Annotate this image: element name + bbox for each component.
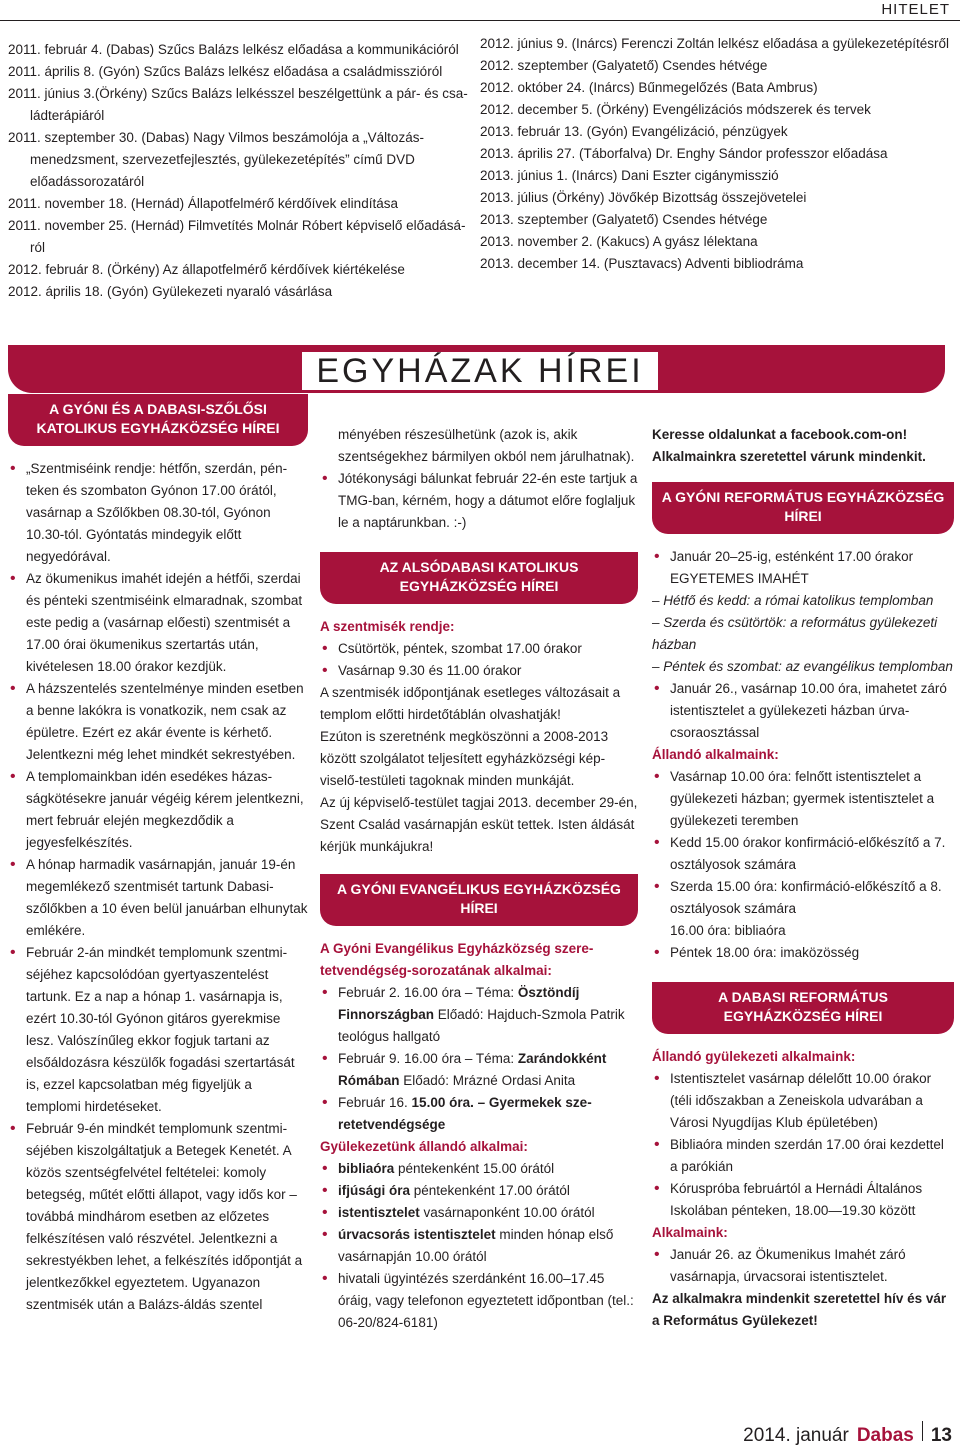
list-item: • A házszentelés szentelménye minden esetben a benne lakókra is vonatkozik, nem csak az épületre. Ezért ez akár évente is kérhető. Jelentkezni még lehet mindkét sekrestyében. (8, 678, 308, 766)
event-item: 2012. szeptember (Galyatető) Csendes hétvége (480, 58, 768, 73)
list-item: • A templomainkban idén esedékes házasságkötésekre január végéig kérem jelentkezni, mert február elején megkezdődik a jegyesfelkészítés. (8, 766, 308, 854)
dabas-subheading-2: Alkalmaink: (652, 1225, 728, 1240)
events-list-left (8, 39, 468, 303)
continuation-text: ményében részesülhetünk (azok is, akik szentségekhez bármilyen okból nem járulhatnak). (338, 427, 635, 464)
list-item: • Szerda 15.00 óra: konfirmáció-előkészítő a 8. osztályosok számára (652, 876, 954, 920)
reformed-column (652, 424, 954, 1332)
event-item: 2011. április 8. (Gyón) Szűcs Balázs lelkész előadása a családmisszióról (8, 64, 443, 79)
list-item: • Istentisztelet vasárnap délelőtt 10.00 órakor (téli időszakban a Zeneiskola udvarában a Városi Nyugdíjas Klub épületében) (652, 1068, 954, 1134)
list-item: • Február 9-én mindkét templomunk szentmiséjében kiszolgáltatjuk a Betegek Kenetét. A közös szentségfelvétel feltételei: komoly betegség, műtét előtti állapot, vagy idős kor – továbbá mindhárom esetben az előzetes felkészítésen való részvétel. Jelentkezni a sekrestyékben lehet, a felkészítés időpontját a jelentkezőkkel egyeztetem. Ugyanazon szentmisék után a Balázs-áldás szentel (8, 1118, 308, 1316)
alsodabas-subheading: A szentmisék rendje: (320, 619, 455, 634)
event-item: 2011. szeptember 30. (Dabas) Nagy Vilmos beszámolója a „Változásmenedzsment, szervezetfejlesztés, gyülekezetépítés” című DVD előadássorozatáról (8, 130, 424, 189)
page-number: 13 (930, 1425, 952, 1446)
event-item: 2011. június 3.(Örkény) Szűcs Balázs lelkésszel beszélgettünk a pár- és családterápiáról (8, 86, 468, 123)
facebook-note: Keresse oldalunkat a facebook.com-on! Alkalmainkra szeretettel várunk mindenkit. (652, 427, 926, 464)
list-item: • Bibliaóra minden szerdán 17.00 órai kezdettel a parókián (652, 1134, 954, 1178)
list-item: • Január 26., vasárnap 10.00 óra, imahetet záró istentisztelet a gyülekezeti házban úrvacsoraosztással (652, 678, 954, 744)
events-list-right (480, 33, 950, 275)
event-item: 2012. június 9. (Inárcs) Ferenczi Zoltán lelkész előadása a gyülekezetépítésről (480, 36, 949, 51)
evangelical-subheading: A Gyóni Evangélikus Egyházközség szeretetvendégség-sorozatának alkalmai: (320, 941, 594, 978)
event-item: 2013. június 1. (Inárcs) Dani Eszter cigánymisszió (480, 168, 779, 183)
paragraph: A szentmisék időpontjának esetleges változásait a templom előtti hirdetőtáblán olvashatják! (320, 685, 621, 722)
list-item: • Február 2-án mindkét templomunk szentmiséjéhez kapcsolódóan gyertyaszentelést tartunk. Ez a nap a hónap 1. vasárnapja is, ezért 10.30-tól Gyónon gitáros gyerekmise lesz. Valószínűleg ekkor fogjuk tartani az elsőáldozásra készülők fogadási szertartását is, ezzel kapcsolatban még figyeljük a templomi hirdetéseket. (8, 942, 308, 1118)
dabas-subheading: Állandó gyülekezeti alkalmaink: (652, 1049, 856, 1064)
bible-study-note: 16.00 óra: bibliaóra (670, 923, 786, 938)
list-item: • „Szentmiséink rendje: hétfőn, szerdán, pénteken és szombaton Gyónon 17.00 órától, vasárnap a Szőlőkben 08.30-tól, Gyónon 10.30-tól. Gyóntatás mindegyik előtt negyedórával. (8, 458, 308, 568)
reformed-subheading: Állandó alkalmaink: (652, 747, 779, 762)
publication-name: Dabas (856, 1425, 914, 1446)
page-footer (743, 1421, 952, 1448)
list-item: • Péntek 18.00 óra: imaközösség (652, 942, 954, 964)
catholic-header: A GYÓNI ÉS A DABASI-SZŐLŐSI KATOLIKUS EGYHÁZKÖZSÉG HÍREI (8, 394, 308, 446)
gyon-reformed-header: A GYÓNI REFORMÁTUS EGYHÁZKÖZSÉG HÍREI (652, 482, 954, 534)
paragraph: Az új képviselő-testület tagjai 2013. december 29-én, Szent Család vasárnapján esküt tettek. Isten áldását kérjük munkájukra! (320, 795, 638, 854)
closing-note: Az alkalmakra mindenkit szeretettel hív és vár a Református Gyülekezet! (652, 1291, 947, 1328)
list-item: • Január 26. az Ökumenikus Imahét záró vasárnapja, úrvacsorai istentisztelet. (652, 1244, 954, 1288)
middle-column (320, 424, 638, 1334)
list-item: • Csütörtök, péntek, szombat 17.00 órakor (320, 638, 638, 660)
list-item: • Kedd 15.00 órakor konfirmáció-előkészítő a 7. osztályosok számára (652, 832, 954, 876)
prayer-week-day: – Szerda és csütörtök: a református gyülekezeti házban (652, 615, 938, 652)
event-item: 2012. február 8. (Örkény) Az állapotfelmérő kérdőívek kiértékelése (8, 262, 405, 277)
event-item: 2011. november 25. (Hernád) Filmvetítés Molnár Róbert képviselő előadásáról (8, 218, 466, 255)
event-item: 2013. szeptember (Galyatető) Csendes hétvége (480, 212, 768, 227)
list-item: • A hónap harmadik vasárnapján, január 19-én megemlékező szentmisét tartunk Dabasi-szőlőkben a 10 éven belül januárban elhunytak emlékére. (8, 854, 308, 942)
list-item: • Február 9. 16.00 óra – Téma: Zarándokként Rómában Előadó: Mrázné Ordasi Anita (320, 1048, 638, 1092)
event-item: 2012. október 24. (Inárcs) Bűnmegelőzés (Bata Ambrus) (480, 80, 818, 95)
event-item: 2013. december 14. (Pusztavacs) Adventi bibliodráma (480, 256, 804, 271)
paragraph: Ezúton is szeretnénk megköszönni a 2008-2013 között szolgálatot teljesített egyházközségi képviselő-testületi tagoknak minden munkáját. (320, 729, 609, 788)
divider (922, 1421, 923, 1441)
issue-date: 2014. január (743, 1425, 849, 1446)
section-label: HITELET (881, 1, 950, 18)
list-item: • istentisztelet vasárnaponként 10.00 órától (320, 1202, 638, 1224)
list-item: • Február 16. 15.00 óra. – Gyermekek szeretetvendégsége (320, 1092, 638, 1136)
list-item: • Kóruspróba februártól a Hernádi Általános Iskolában pénteken, 18.00—19.30 között (652, 1178, 954, 1222)
list-item: • Jótékonysági bálunkat február 22-én este tartjuk a TMG-ban, kérném, hogy a dátumot előre foglaljuk le a naptárunkban. :-) (320, 468, 638, 534)
event-item: 2013. február 13. (Gyón) Evangélizáció, pénzügyek (480, 124, 788, 139)
list-item: • hivatali ügyintézés szerdánként 16.00–17.45 óráig, vagy telefonon egyeztetett időpontban (tel.: 06-20/824-6181) (320, 1268, 638, 1334)
list-item: • ifjúsági óra péntekenként 17.00 órától (320, 1180, 638, 1202)
event-item: 2011. november 18. (Hernád) Állapotfelmérő kérdőívek elindítása (8, 196, 398, 211)
catholic-news-column (8, 394, 308, 1316)
list-item: • bibliaóra péntekenként 15.00 órától (320, 1158, 638, 1180)
list-item: • Február 2. 16.00 óra – Téma: Ösztöndíj Finnországban Előadó: Hajduch-Szmola Patrik teológus hallgató (320, 982, 638, 1048)
list-item: • Január 20–25-ig, esténként 17.00 órakor EGYETEMES IMAHÉT (652, 546, 954, 590)
event-item: 2012. április 18. (Gyón) Gyülekezeti nyaraló vásárlása (8, 284, 333, 299)
list-item: • Vasárnap 10.00 óra: felnőtt istentisztelet a gyülekezeti házban; gyermek istentisztelet a gyülekezeti teremben (652, 766, 954, 832)
list-item: • Az ökumenikus imahét idején a hétfői, szerdai és pénteki szentmiséink elmaradnak, szombat este pedig a (vasárnap előesti) szentmisét a 17.00 órai ökumenikus szertartás után, kivételesen 18.00 órakor kezdjük. (8, 568, 308, 678)
event-item: 2013. november 2. (Kakucs) A gyász lélektana (480, 234, 758, 249)
prayer-week-day: – Péntek és szombat: az evangélikus templomban (652, 659, 953, 674)
event-item: 2011. február 4. (Dabas) Szűcs Balázs lelkész előadása a kommunikációról (8, 42, 459, 57)
prayer-week-day: – Hétfő és kedd: a római katolikus templomban (652, 593, 934, 608)
list-item: • Vasárnap 9.30 és 11.00 órakor (320, 660, 638, 682)
alsodabas-header: AZ ALSÓDABASI KATOLIKUS EGYHÁZKÖZSÉG HÍREI (320, 552, 638, 604)
evangelical-subheading-2: Gyülekezetünk állandó alkalmai: (320, 1139, 528, 1154)
top-rule (0, 20, 960, 21)
list-item: • úrvacsorás istentisztelet minden hónap első vasárnapján 10.00 órától (320, 1224, 638, 1268)
event-item: 2013. július (Örkény) Jövőkép Bizottság összejövetelei (480, 190, 807, 205)
event-item: 2012. december 5. (Örkény) Evengélizációs módszerek és tervek (480, 102, 871, 117)
event-item: 2013. április 27. (Táborfalva) Dr. Enghy Sándor professzor előadása (480, 146, 888, 161)
evangelical-header: A GYÓNI EVANGÉLIKUS EGYHÁZKÖZSÉG HÍREI (320, 874, 638, 926)
dabas-reformed-header: A DABASI REFORMÁTUS EGYHÁZKÖZSÉG HÍREI (652, 982, 954, 1034)
section-title: EGYHÁZAK HÍREI (302, 352, 657, 390)
